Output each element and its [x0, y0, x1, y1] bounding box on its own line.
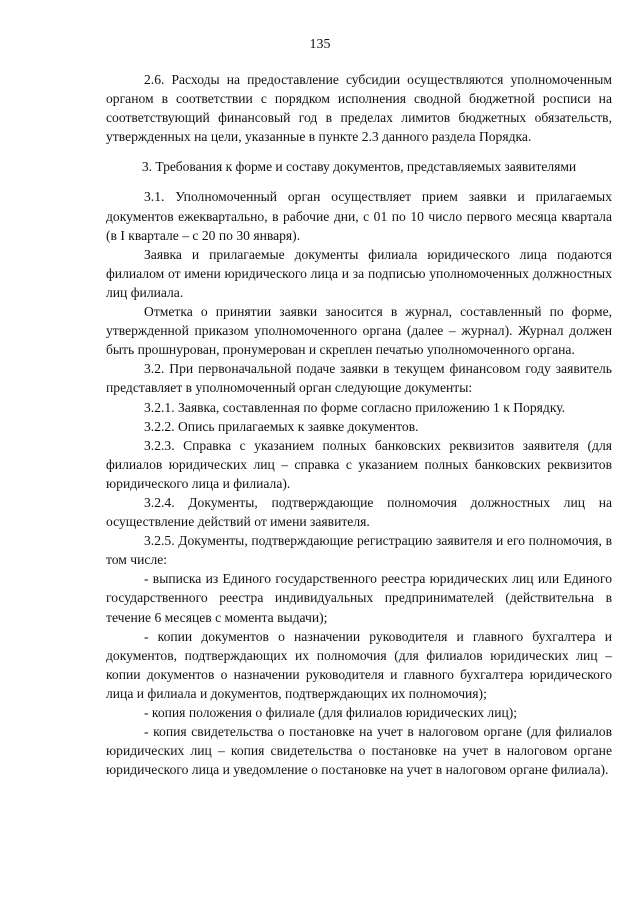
list-item: - копии документов о назначении руководителя и главного бухгалтера и документов, подтверждающих их полномочия (для филиалов юридических лиц – копии документов о назначении руководителя и главного бухгалтера юридического лица и филиала и документов, подтверждающих их полномочия);: [106, 628, 612, 701]
paragraph-3-2-5: 3.2.5. Документы, подтверждающие регистрацию заявителя и его полномочия, в том числе:: [106, 533, 612, 568]
paragraph-3-2-4: 3.2.4. Документы, подтверждающие полномочия должностных лиц на осуществление действий от имени заявителя.: [106, 494, 612, 530]
list-item: - копия свидетельства о постановке на учет в налоговом органе (для филиалов юридических лиц – копия свидетельства о постановке на учет в налоговом органе юридического лица и уведомление о постановке на учет в налоговом органе филиала).: [106, 724, 612, 778]
section-3-heading: 3. Требования к форме и составу документов, представляемых заявителями: [141, 159, 577, 175]
page-number: 135: [309, 37, 331, 52]
paragraph-3-2-1: 3.2.1. Заявка, составленная по форме согласно приложению 1 к Порядку.: [144, 399, 566, 415]
paragraph-3-2-3: 3.2.3. Справка с указанием полных банковских реквизитов заявителя (для филиалов юридических лиц – справка с указанием полных банковских реквизитов юридического лица и филиала).: [106, 437, 612, 491]
list-item: - выписка из Единого государственного реестра юридических лиц или Единого государственного реестра индивидуальных предпринимателей (действительна в течение 6 месяцев с момента выдачи);: [106, 571, 612, 625]
document-body: [106, 70, 612, 779]
paragraph-3-1-journal: Отметка о принятии заявки заносится в журнал, составленный по форме, утвержденной приказом уполномоченного органа (далее – журнал). Журнал должен быть прошнурован, пронумерован и скреплен печатью уполномоченного органа.: [106, 304, 612, 358]
paragraph-3-2-2: 3.2.2. Опись прилагаемых к заявке документов.: [144, 418, 419, 434]
paragraph-3-1: 3.1. Уполномоченный орган осуществляет прием заявки и прилагаемых документов ежеквартально, в рабочие дни, с 01 по 10 число первого месяца квартала (в I квартале – с 20 по 30 января).: [106, 189, 612, 243]
paragraph-2-6: 2.6. Расходы на предоставление субсидии осуществляются уполномоченным органом в соответствии с порядком исполнения сводной бюджетной росписи на соответствующий финансовый год в пределах лимитов бюджетных обязательств, утвержденных на цели, указанные в пункте 2.3 данного раздела Порядка.: [106, 72, 612, 145]
paragraph-3-1-branch: Заявка и прилагаемые документы филиала юридического лица подаются филиалом от имени юридического лица и за подписью уполномоченных должностных лиц филиала.: [106, 246, 612, 300]
list-item: - копия положения о филиале (для филиалов юридических лиц);: [144, 705, 518, 720]
paragraph-3-2: 3.2. При первоначальной подаче заявки в текущем финансовом году заявитель представляет в уполномоченный орган следующие документы:: [106, 361, 612, 396]
